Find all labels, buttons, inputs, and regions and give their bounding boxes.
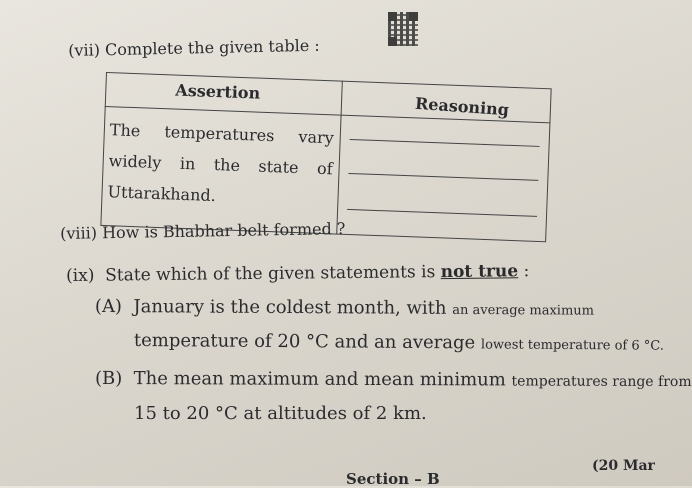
question-ix xyxy=(66,261,529,286)
emphasis-not-true: not true xyxy=(440,261,519,283)
option-text: temperature of 20 °C and an average xyxy=(133,330,476,354)
header-assertion: Assertion xyxy=(175,80,261,103)
section-marks: (20 Mar xyxy=(592,458,655,474)
question-colon: : xyxy=(523,261,530,282)
option-label: (A) xyxy=(94,296,123,318)
option-text: The mean maximum and mean minimum xyxy=(133,368,506,391)
question-text: State which of the given statements is xyxy=(105,262,436,286)
question-number: (vii) xyxy=(68,40,101,60)
question-text: Complete the given table : xyxy=(104,35,320,60)
assertion-reasoning-table xyxy=(100,72,551,242)
option-text: January is the coldest month, with xyxy=(133,296,447,319)
question-viii xyxy=(60,219,346,243)
question-number: (viii) xyxy=(60,223,98,243)
question-number: (ix) xyxy=(66,265,95,286)
section-heading: Section – B xyxy=(346,470,440,488)
qr-code-icon xyxy=(388,12,418,46)
option-text-small: lowest temperature of 6 °C. xyxy=(480,337,664,354)
option-b-line-1 xyxy=(95,368,692,391)
question-vii xyxy=(68,36,320,60)
option-text-small: temperatures range from xyxy=(511,373,692,391)
option-text-small: an average maximum xyxy=(452,302,595,319)
option-b-line-2 xyxy=(134,403,427,424)
question-text: How is Bhabhar belt formed ? xyxy=(101,219,346,243)
option-text: 15 to 20 °C at altitudes of 2 km. xyxy=(134,403,427,424)
option-label: (B) xyxy=(94,368,123,390)
option-a-line-1 xyxy=(95,296,594,320)
header-reasoning: Reasoning xyxy=(414,93,510,120)
assertion-cell: The temperatures vary widely in the state of Uttarakhand. xyxy=(107,120,335,206)
option-a-line-2 xyxy=(134,330,664,355)
